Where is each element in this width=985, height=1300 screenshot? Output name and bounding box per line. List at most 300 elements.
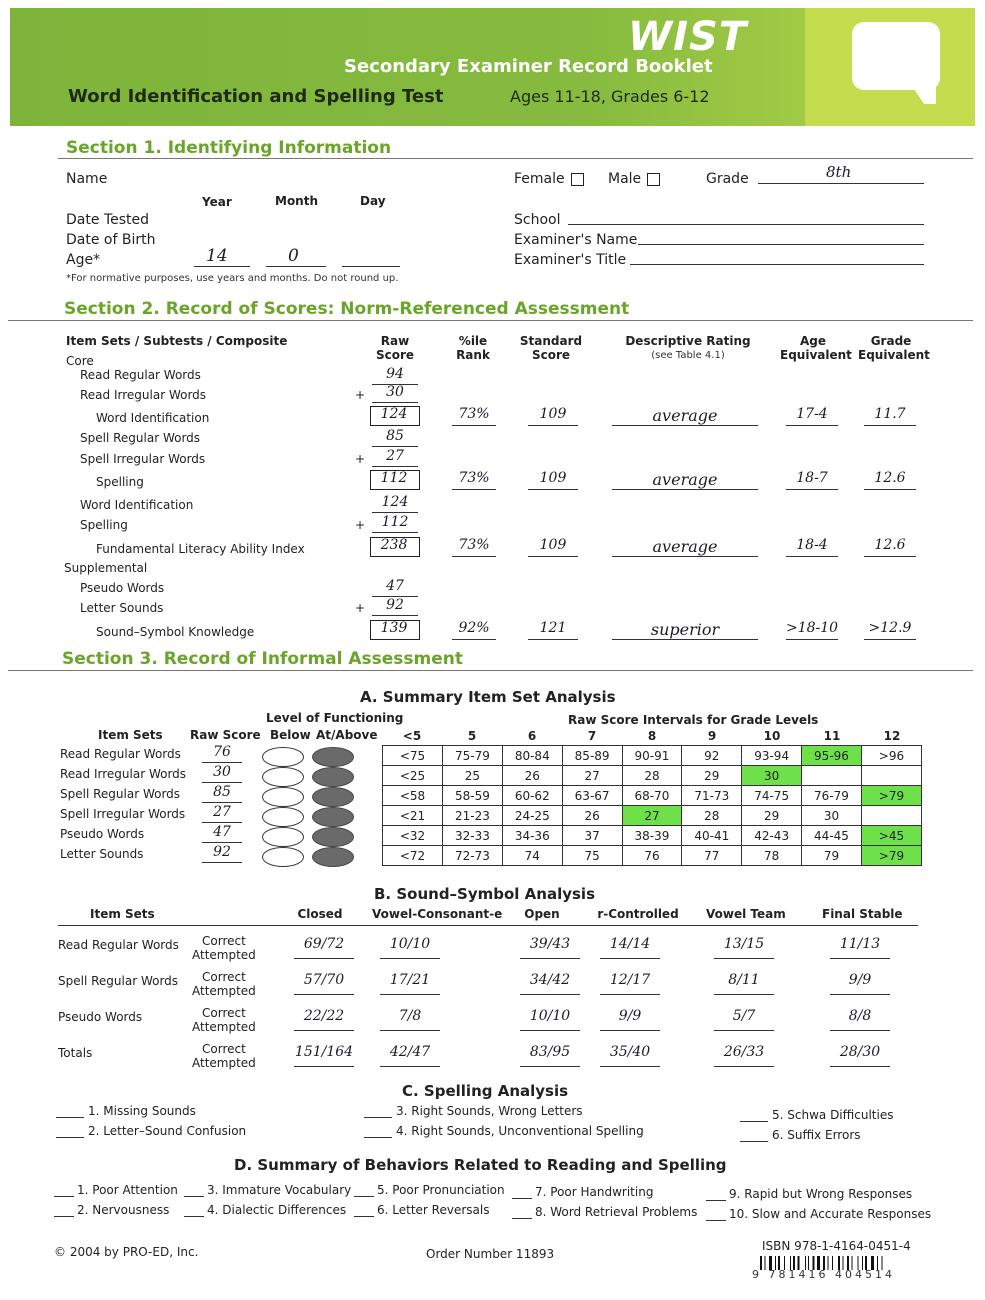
b-value[interactable]: 83/95 [529,1044,571,1060]
flai-raw[interactable]: 238 [380,537,408,553]
flai-pct[interactable]: 73% [458,537,490,553]
behavior-item[interactable] [706,1207,931,1221]
above-oval-filled[interactable] [312,787,354,807]
b-value-line [380,994,440,995]
ls-label: Letter Sounds [80,601,164,615]
interval-cell: 26 [562,806,622,826]
above-oval-filled[interactable] [312,747,354,767]
above-label: At/Above [316,728,378,742]
behaviors-list [0,1183,985,1227]
age-month-value[interactable]: 0 [288,246,299,266]
wi-age-line [786,425,838,426]
wi-pct[interactable]: 73% [458,406,490,422]
interval-cell: 75-79 [443,746,503,766]
interval-cell: 25 [443,766,503,786]
wi-std[interactable]: 109 [539,406,567,422]
col-age-1: Age [799,334,826,348]
interval-cell: 77 [682,846,742,866]
wi-desc[interactable]: average [652,406,718,425]
spelling-analysis-item-label: 1. Missing Sounds [88,1104,196,1118]
check-line[interactable] [512,1218,532,1219]
interval-cell: 78 [742,846,802,866]
above-oval-filled[interactable] [312,827,354,847]
check-line[interactable] [54,1216,74,1217]
flai-age[interactable]: 18-4 [796,537,828,553]
ls-plus: + [355,601,366,615]
interval-row [383,826,922,846]
interval-cell-highlighted: 30 [742,766,802,786]
pw-label: Pseudo Words [80,581,165,595]
interval-cell: 38-39 [622,826,682,846]
supplemental-label: Supplemental [64,561,148,575]
flai-std[interactable]: 109 [539,537,567,553]
interval-cell: 72-73 [443,846,503,866]
summary-row-label: Pseudo Words [60,827,145,841]
b-value[interactable]: 35/40 [609,1044,651,1060]
wi-std-line [528,425,578,426]
interval-cell: 92 [682,746,742,766]
grade-header: 7 [587,729,597,743]
ssk-age[interactable]: >18-10 [786,620,839,636]
check-line[interactable] [706,1220,726,1221]
srw-raw[interactable]: 85 [386,428,404,444]
col-grade-2: Equivalent [858,348,930,362]
check-line[interactable] [364,1137,392,1138]
ssk-raw[interactable]: 139 [380,620,408,636]
section1-title: Section 1. Identifying Information [66,138,392,158]
summary-raw-value[interactable]: 85 [213,784,231,800]
grade-header: 5 [467,729,477,743]
below-label: Below [270,728,311,742]
lof-label: Level of Functioning [266,711,404,725]
interval-row [383,846,922,866]
ssk-pct[interactable]: 92% [458,620,490,636]
wi-grade[interactable]: 11.7 [874,406,906,422]
b-col-header: Open [524,907,560,921]
behavior-item-label: 5. Poor Pronunciation [377,1183,505,1197]
ssk-std-line [528,639,578,640]
wi2-label: Word Identification [80,498,194,512]
name-label: Name [66,171,108,187]
check-line[interactable] [354,1196,374,1197]
attempted-label: Attempted [192,948,256,962]
b-value-line [714,958,774,959]
sp-raw[interactable]: 112 [380,470,408,486]
check-line[interactable] [54,1196,74,1197]
b-value[interactable]: 17/21 [389,972,431,988]
correct-label: Correct [202,1042,246,1056]
interval-row [383,746,922,766]
interval-cell: 40-41 [682,826,742,846]
flai-age-line [786,556,838,557]
siw-raw[interactable]: 27 [386,448,404,464]
examiner-title-label: Examiner's Title [514,252,627,268]
spelling-analysis-item[interactable] [740,1128,861,1142]
interval-cell: 32-33 [443,826,503,846]
b-value[interactable]: 5/7 [732,1008,756,1024]
interval-cell-highlighted: >79 [861,846,921,866]
sp-desc[interactable]: average [652,470,718,489]
interval-cell: 29 [742,806,802,826]
check-line[interactable] [740,1121,768,1122]
a-raw-score-label: Raw Score [190,728,261,742]
srw-label: Spell Regular Words [80,431,201,445]
summary-raw-value[interactable]: 30 [213,764,231,780]
summary-raw-line [202,842,242,843]
ssk-grade[interactable]: >12.9 [868,620,912,636]
sp-std[interactable]: 109 [539,470,567,486]
b-value[interactable]: 8/8 [848,1008,872,1024]
grade-header-row [382,729,922,745]
ls-line [372,615,418,616]
interval-cell: 76-79 [802,786,862,806]
wi-grade-line [864,425,916,426]
sp2-label: Spelling [80,518,128,532]
ls-raw[interactable]: 92 [386,597,404,613]
spelling-analysis-list [0,1104,985,1148]
summary-row-label: Read Regular Words [60,747,181,761]
section2-rule [8,320,973,321]
ssk-desc-line [612,639,758,640]
spelling-analysis-title: C. Spelling Analysis [402,1082,569,1100]
above-oval-filled[interactable] [312,807,354,827]
flai-grade[interactable]: 12.6 [874,537,906,553]
summary-row-label: Letter Sounds [60,847,144,861]
summary-raw-value[interactable]: 92 [213,844,231,860]
b-value-line [714,1066,774,1067]
interval-cell: 74-75 [742,786,802,806]
interval-cell: 34-36 [502,826,562,846]
behavior-item-label: 6. Letter Reversals [377,1203,490,1217]
b-value-line [600,994,660,995]
b-value-line [830,1030,890,1031]
correct-label: Correct [202,1006,246,1020]
male-field[interactable] [608,171,660,187]
grade-value[interactable]: 8th [826,163,852,181]
date-tested-label: Date Tested [66,212,149,228]
b-value-line [294,1030,354,1031]
sp2-line [372,532,418,533]
above-oval-filled[interactable] [312,847,354,867]
b-value-line [714,1030,774,1031]
flai-label: Fundamental Literacy Ability Index [96,542,305,556]
interval-cell: 63-67 [562,786,622,806]
b-row-label: Pseudo Words [58,1010,143,1024]
interval-cell: 28 [682,806,742,826]
below-oval[interactable] [262,767,304,787]
behavior-item[interactable] [354,1203,489,1217]
riw-label: Read Irregular Words [80,388,207,402]
behavior-item[interactable] [184,1203,346,1217]
interval-cell: 30 [802,806,862,826]
day-label: Day [360,194,386,208]
b-rows [0,930,985,1075]
b-value[interactable]: 11/13 [839,936,881,952]
interval-cell: 79 [802,846,862,866]
isbn: ISBN 978-1-4164-0451-4 [762,1239,911,1253]
age-label: Age* [66,252,101,268]
sp-age[interactable]: 18-7 [796,470,828,486]
b-row-label: Spell Regular Words [58,974,179,988]
summary-raw-value[interactable]: 27 [213,804,231,820]
summary-raw-line [202,862,242,863]
check-line[interactable] [56,1137,84,1138]
sp-grade[interactable]: 12.6 [874,470,906,486]
interval-cell: 93-94 [742,746,802,766]
ssk-grade-line [864,639,916,640]
check-line[interactable] [512,1198,532,1199]
below-oval[interactable] [262,787,304,807]
behavior-item-label: 1. Poor Attention [77,1183,178,1197]
b-value[interactable]: 42/47 [389,1044,431,1060]
section3-rule [8,670,973,671]
b-value-line [830,994,890,995]
flai-desc[interactable]: average [652,537,718,556]
b-value[interactable]: 22/22 [303,1008,345,1024]
summary-rows [60,745,390,867]
sp-pct[interactable]: 73% [458,470,490,486]
srw-line [372,446,418,447]
below-oval[interactable] [262,827,304,847]
b-value-line [830,958,890,959]
b-value[interactable]: 8/11 [728,972,760,988]
grade-header: 10 [763,729,781,743]
pw-raw[interactable]: 47 [386,578,404,594]
behavior-item[interactable] [54,1183,178,1197]
check-line[interactable] [184,1196,204,1197]
dob-label: Date of Birth [66,232,156,248]
test-name: Word Identification and Spelling Test [68,86,444,107]
age-day-line [342,266,400,267]
male-checkbox[interactable] [647,173,660,186]
below-oval[interactable] [262,847,304,867]
check-line[interactable] [740,1141,768,1142]
col-age-2: Equivalent [780,348,852,362]
speech-bubble-tail [912,86,936,104]
wi-age[interactable]: 17-4 [796,406,828,422]
order-number: Order Number 11893 [426,1247,555,1261]
behavior-item-label: 4. Dialectic Differences [207,1203,347,1217]
check-line[interactable] [184,1216,204,1217]
b-value[interactable]: 10/10 [529,1008,571,1024]
interval-cell: 26 [502,766,562,786]
ages-grades: Ages 11-18, Grades 6-12 [510,87,710,106]
b-value-line [714,994,774,995]
wi-desc-line [612,425,758,426]
interval-cell [861,806,921,826]
examiner-title-line[interactable] [630,264,924,265]
speech-bubble-icon [852,22,940,90]
summary-raw-value[interactable]: 47 [213,824,231,840]
age-year-value[interactable]: 14 [206,246,228,266]
behavior-item[interactable] [354,1183,505,1197]
interval-cell: 76 [622,846,682,866]
b-value[interactable]: 9/9 [848,972,872,988]
spelling-analysis-item[interactable] [56,1124,246,1138]
interval-cell: 90-91 [622,746,682,766]
summary-row-label: Read Irregular Words [60,767,187,781]
b-value-line [294,958,354,959]
below-oval[interactable] [262,807,304,827]
spelling-analysis-item-label: 5. Schwa Difficulties [772,1108,894,1122]
sp-pct-line [452,489,496,490]
col-std-1: Standard [519,334,583,348]
interval-cell: 27 [562,766,622,786]
interval-cell-highlighted: 95-96 [802,746,862,766]
core-label: Core [66,354,94,368]
grade-header: 8 [647,729,657,743]
flai-grade-line [864,556,916,557]
b-value[interactable]: 69/72 [303,936,345,952]
col-raw-1: Raw [380,334,410,348]
wi2-raw[interactable]: 124 [381,494,409,510]
spelling-analysis-item[interactable] [740,1108,893,1122]
b-value[interactable]: 28/30 [839,1044,881,1060]
examiner-name-label: Examiner's Name [514,232,638,248]
flai-std-line [528,556,578,557]
sp2-plus: + [355,518,366,532]
check-line[interactable] [354,1216,374,1217]
check-line[interactable] [706,1200,726,1201]
behavior-item[interactable] [512,1185,653,1199]
section1-rule [58,158,973,159]
sp-desc-line [612,489,758,490]
spelling-analysis-item-label: 6. Suffix Errors [772,1128,861,1142]
wi-pct-line [452,425,496,426]
b-header-rule [58,925,918,926]
b-col-header: Vowel Team [706,907,786,921]
b-value[interactable]: 10/10 [389,936,431,952]
ssk-std[interactable]: 121 [539,620,567,636]
interval-cell: >96 [861,746,921,766]
b-value-line [600,1030,660,1031]
b-value[interactable]: 9/9 [618,1008,642,1024]
grade-header: 6 [527,729,537,743]
sp-label: Spelling [96,475,144,489]
col-pct-2: Rank [456,348,490,362]
copyright: © 2004 by PRO-ED, Inc. [54,1245,199,1259]
ssk-age-line [786,639,838,640]
interval-cell: 44-45 [802,826,862,846]
b-col-header: Final Stable [822,907,903,921]
behavior-item-label: 7. Poor Handwriting [535,1185,654,1199]
spelling-analysis-item-label: 4. Right Sounds, Unconventional Spelling [396,1124,644,1138]
correct-label: Correct [202,934,246,948]
attempted-label: Attempted [192,1056,256,1070]
sp2-raw[interactable]: 112 [381,514,409,530]
female-label: Female [514,171,565,187]
below-oval[interactable] [262,747,304,767]
interval-cell: 29 [682,766,742,786]
age-month-line [266,266,326,267]
behavior-item-label: 2. Nervousness [77,1203,170,1217]
ssk-desc[interactable]: superior [650,620,720,639]
grade-header: <5 [402,729,422,743]
b-value[interactable]: 39/43 [529,936,571,952]
interval-cell: 71-73 [682,786,742,806]
b-value[interactable]: 57/70 [303,972,345,988]
female-checkbox[interactable] [571,173,584,186]
male-label: Male [608,171,642,187]
b-value-line [520,958,580,959]
intervals-label: Raw Score Intervals for Grade Levels [568,713,819,727]
riw-raw[interactable]: 30 [386,384,404,400]
rrw-raw[interactable]: 94 [386,366,404,382]
spelling-analysis-item[interactable] [364,1104,583,1118]
siw-line [372,466,418,467]
behavior-item[interactable] [54,1203,169,1217]
grade-line [758,183,924,184]
spelling-analysis-item[interactable] [364,1124,644,1138]
b-col-header: Vowel-Consonant-e [372,907,503,921]
col-grade-1: Grade [870,334,912,348]
behavior-item[interactable] [184,1183,351,1197]
school-line[interactable] [568,224,924,225]
summary-raw-line [202,802,242,803]
a-item-sets-label: Item Sets [98,728,163,742]
interval-row [383,766,922,786]
sp-age-line [786,489,838,490]
wi-raw[interactable]: 124 [380,406,408,422]
b-value[interactable]: 151/164 [294,1044,354,1060]
b-value[interactable]: 7/8 [398,1008,422,1024]
b-value-line [294,994,354,995]
col-raw-2: Score [375,348,415,362]
above-oval-filled[interactable] [312,767,354,787]
spelling-analysis-item[interactable] [56,1104,196,1118]
b-value[interactable]: 34/42 [529,972,571,988]
behavior-item[interactable] [512,1205,697,1219]
b-value-line [380,1066,440,1067]
siw-plus: + [355,452,366,466]
barcode-digits: 9 781416 404514 [752,1268,895,1281]
check-line[interactable] [56,1117,84,1118]
female-field[interactable] [514,171,584,187]
section2-title: Section 2. Record of Scores: Norm-Referenced Assessment [64,299,630,319]
b-value[interactable]: 12/17 [609,972,651,988]
examiner-name-line[interactable] [638,244,924,245]
check-line[interactable] [364,1117,392,1118]
age-year-line [194,266,250,267]
behavior-item[interactable] [706,1187,912,1201]
rrw-label: Read Regular Words [80,368,201,382]
summary-raw-line [202,782,242,783]
b-col-header: r-Controlled [597,907,679,921]
behaviors-title: D. Summary of Behaviors Related to Reading and Spelling [234,1156,727,1174]
b-value-line [520,994,580,995]
summary-raw-value[interactable]: 76 [213,744,231,760]
school-label: School [514,212,561,228]
b-value[interactable]: 13/15 [723,936,765,952]
interval-cell: 24-25 [502,806,562,826]
attempted-label: Attempted [192,984,256,998]
b-value-line [380,958,440,959]
b-value[interactable]: 26/33 [723,1044,765,1060]
attempted-label: Attempted [192,1020,256,1034]
col-item-sets: Item Sets / Subtests / Composite [66,334,288,348]
interval-cell: 28 [622,766,682,786]
wi2-line [372,512,418,513]
riw-plus: + [355,388,366,402]
interval-cell: 85-89 [562,746,622,766]
b-header-row [0,907,985,923]
b-value[interactable]: 14/14 [609,936,651,952]
interval-cell [802,766,862,786]
grade-header: 9 [707,729,717,743]
interval-row [383,806,922,826]
b-value-line [600,958,660,959]
behavior-item-label: 9. Rapid but Wrong Responses [729,1187,913,1201]
